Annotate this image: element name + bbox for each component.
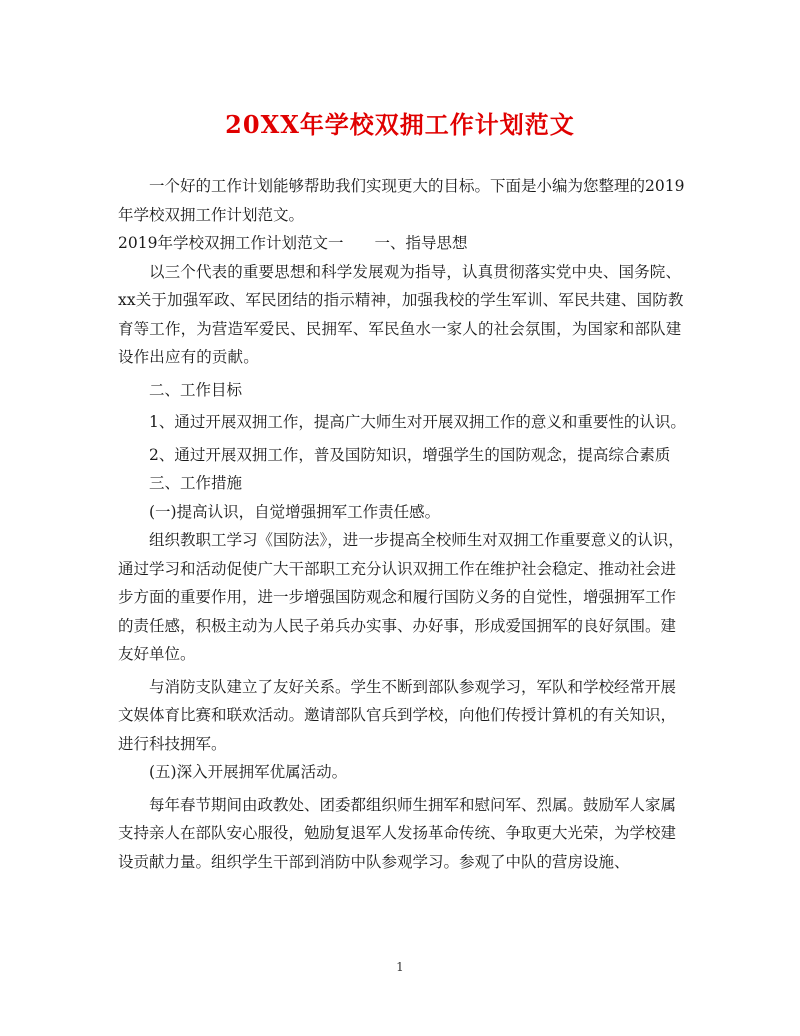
heading-work-measures: 三、工作措施 — [149, 474, 243, 492]
goal-2-paragraph: 2、通过开展双拥工作，普及国防知识，增强学生的国防观念，提高综合素质 — [149, 445, 671, 464]
measure-1-paragraph: 组织教职工学习《国防法》，进一步提高全校师生对双拥工作重要意义的认识，通过学习和活动促使广大干部职工充分认识双拥工作在维护社会稳定、推动社会进步方面的重要作用，进一步增强国防观念和履行国防义务的自觉性，增强拥军工作的责任感，积极主动为人民子弟兵办实事、办好事，形成爱国拥军的良好氛围。建友好单位。 — [118, 531, 684, 663]
intro-paragraph: 一个好的工作计划能够帮助我们实现更大的目标。下面是小编为您整理的2019年学校双拥工作计划范文。 — [118, 177, 685, 224]
goal-1-paragraph: 1、通过开展双拥工作，提高广大师生对开展双拥工作的意义和重要性的认识。 — [149, 413, 686, 431]
measure-5-heading: (五)深入开展拥军优属活动。 — [149, 763, 348, 781]
document-body — [118, 172, 686, 876]
measure-1-heading: (一)提高认识，自觉增强拥军工作责任感。 — [149, 502, 441, 521]
heading-work-goals: 二、工作目标 — [149, 380, 243, 399]
spring-festival-paragraph: 每年春节期间由政教处、团委都组织师生拥军和慰问军、烈属。鼓励军人家属支持亲人在部队安心服役，勉励复退军人发扬革命传统、争取更大光荣，为学校建设贡献力量。组织学生干部到消防中队参观学习。参观了中队的营房设施、 — [118, 795, 677, 871]
section-heading-line: 2019年学校双拥工作计划范文一 一、指导思想 — [118, 234, 468, 252]
document-title: 20XX年学校双拥工作计划范文 — [225, 110, 575, 139]
page-number: 1 — [396, 960, 404, 974]
guiding-thought-paragraph: 以三个代表的重要思想和科学发展观为指导，认真贯彻落实党中央、国务院、xx关于加强军政、军民团结的指示精神，加强我校的学生军训、军民共建、国防教育等工作，为营造军爱民、民拥军、军民鱼水一家人的社会氛围，为国家和部队建设作出应有的贡献。 — [118, 262, 684, 366]
fire-brigade-paragraph: 与消防支队建立了友好关系。学生不断到部队参观学习，军队和学校经常开展文娱体育比赛和联欢活动。邀请部队官兵到学校，向他们传授计算机的有关知识，进行科技拥军。 — [118, 677, 677, 753]
